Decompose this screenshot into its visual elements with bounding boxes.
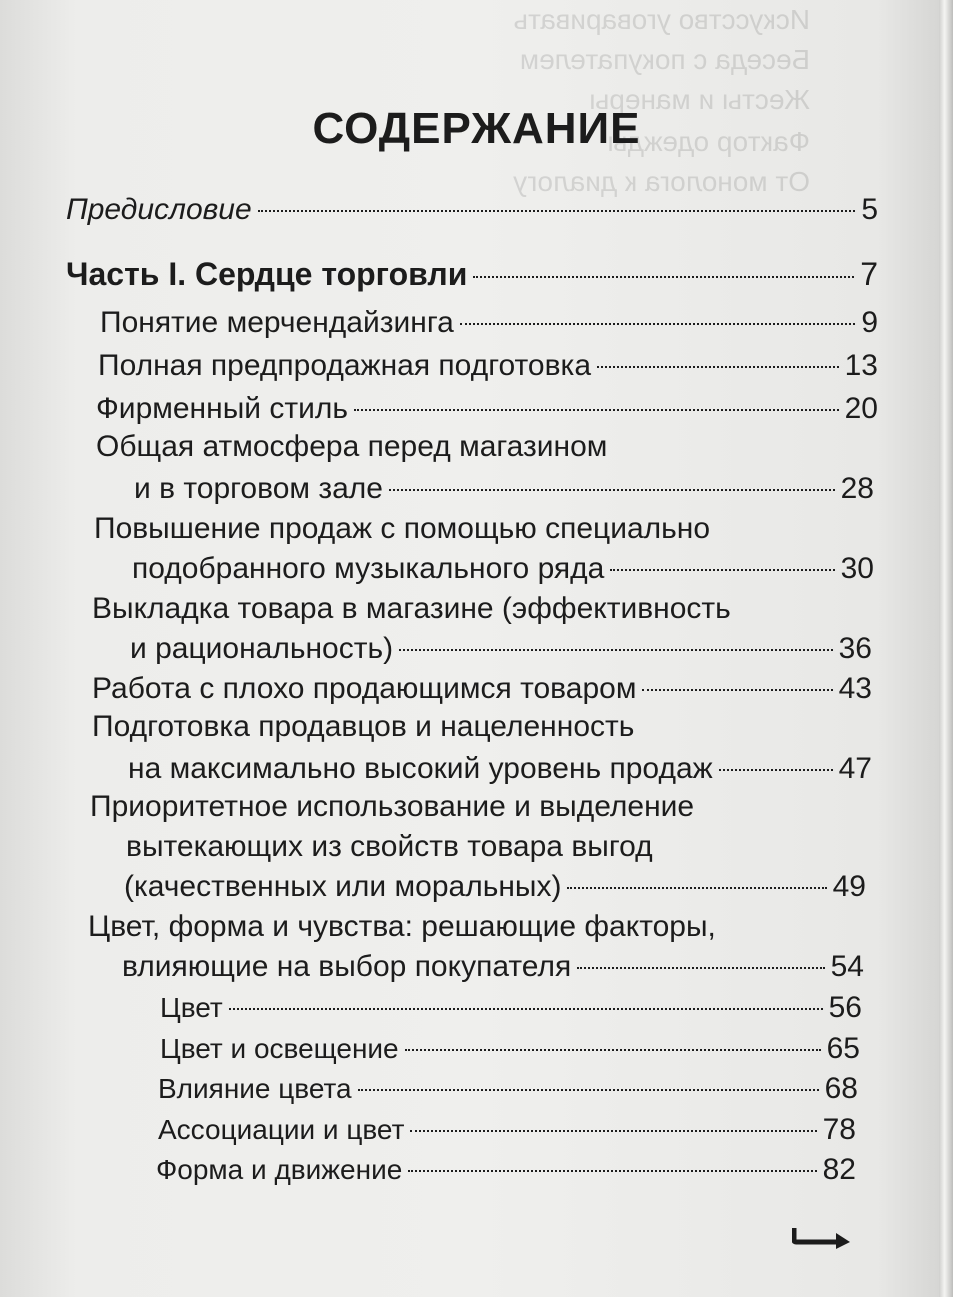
page-title: СОДЕРЖАНИЕ: [312, 104, 641, 153]
dot-leader: [389, 488, 835, 491]
toc-entry: [66, 193, 878, 227]
toc-entry-title-line: Подготовка продавцов и нацеленность: [92, 710, 635, 743]
dot-leader: [597, 365, 839, 368]
toc-entry-page: 54: [830, 950, 864, 983]
dot-leader: [358, 1088, 819, 1091]
toc-entry: [96, 392, 878, 426]
dot-leader: [354, 408, 839, 411]
dot-leader: [399, 648, 833, 651]
toc-entry-page: 78: [822, 1113, 856, 1146]
toc-entry: [122, 950, 864, 984]
toc-entry-page: 82: [822, 1153, 856, 1186]
toc-entry: [130, 632, 872, 666]
ghost-line: От монолога к диалогу: [513, 166, 810, 197]
toc-entry-title-line: Цвет, форма и чувства: решающие факторы,: [88, 910, 716, 943]
toc-entry-title: Цвет: [160, 992, 223, 1023]
dot-leader: [258, 209, 856, 212]
toc-entry-page: 13: [844, 349, 878, 382]
dot-leader: [642, 688, 832, 691]
toc-entry: [100, 306, 878, 340]
toc-entry-title: Часть I. Сердце торговли: [66, 256, 468, 292]
toc-entry-title: и в торговом зале: [134, 472, 383, 505]
dot-leader: [719, 768, 833, 771]
toc-entry-title: и рациональность): [130, 632, 394, 665]
toc-entry-title: (качественных или моральных): [124, 870, 562, 903]
toc-entry-title-line: Повышение продаж с помощью специально: [94, 512, 711, 545]
toc-entry-title: Форма и движение: [156, 1154, 403, 1185]
dot-leader: [410, 1129, 816, 1132]
dot-leader: [408, 1169, 816, 1172]
toc-entry: [98, 349, 878, 383]
dot-leader: [460, 322, 856, 325]
toc-entry: [160, 991, 862, 1025]
toc-entry: [158, 1113, 856, 1147]
toc-entry-title: влияющие на выбор покупателя: [122, 950, 572, 983]
ghost-line: Фактор одежды: [607, 126, 810, 157]
toc-entry-title: Предисловие: [66, 193, 252, 226]
toc-entry: [66, 256, 878, 293]
toc-entry-page: 49: [832, 870, 866, 903]
toc-entry: [134, 472, 874, 506]
dot-leader: [577, 966, 824, 969]
dot-leader: [567, 886, 826, 889]
toc-entry-title: Влияние цвета: [158, 1073, 352, 1104]
toc-entry: [132, 552, 874, 586]
toc-entry-page: 30: [840, 552, 874, 585]
toc-entry-title: подобранного музыкального ряда: [132, 552, 605, 585]
toc-entry-page: 9: [861, 306, 878, 339]
toc-entry-title: Фирменный стиль: [96, 392, 348, 425]
toc-entry-page: 28: [840, 472, 874, 505]
toc-entry-page: 20: [844, 392, 878, 425]
toc-entry-title: на максимально высокий уровень продаж: [128, 752, 713, 785]
dot-leader: [405, 1048, 821, 1051]
toc-entry-title: Полная предпродажная подготовка: [98, 349, 592, 382]
toc-entry-title: Работа с плохо продающимся товаром: [92, 672, 637, 705]
toc-entry-title: Цвет и освещение: [160, 1033, 399, 1064]
page-edge: [939, 0, 953, 1297]
toc-entry-title: Понятие мерчендайзинга: [100, 306, 454, 339]
toc-entry: [92, 672, 872, 706]
toc-entry-title-line: Общая атмосфера перед магазином: [96, 430, 608, 463]
dot-leader: [610, 568, 834, 571]
toc-entry: [124, 870, 866, 904]
toc-entry-page: 7: [860, 256, 878, 292]
toc-entry-title-line: Приоритетное использование и выделение: [90, 790, 695, 823]
toc-entry-title: Ассоциации и цвет: [158, 1114, 405, 1145]
dot-leader: [229, 1007, 823, 1010]
dot-leader: [473, 275, 854, 278]
toc-entry-page: 5: [861, 193, 878, 226]
ghost-line: Жесты и манеры: [589, 84, 810, 115]
toc-entry-page: 56: [828, 991, 862, 1024]
toc-entry: [156, 1153, 856, 1187]
ghost-line: Искусство уговаривать: [513, 4, 810, 35]
toc-entry-page: 43: [838, 672, 872, 705]
toc-entry: [128, 752, 872, 786]
toc-entry: [158, 1072, 858, 1106]
toc-entry-page: 36: [838, 632, 872, 665]
continue-arrow-icon: [792, 1222, 856, 1252]
toc-entry-title-line: Выкладка товара в магазине (эффективность: [92, 592, 731, 625]
toc-entry: [160, 1032, 860, 1066]
toc-entry-page: 68: [824, 1072, 858, 1105]
toc-entry-page: 47: [838, 752, 872, 785]
toc-entry-title-line: вытекающих из свойств товара выгод: [126, 830, 653, 863]
ghost-line: Беседа с покупателем: [519, 44, 810, 75]
toc-entry-page: 65: [826, 1032, 860, 1065]
